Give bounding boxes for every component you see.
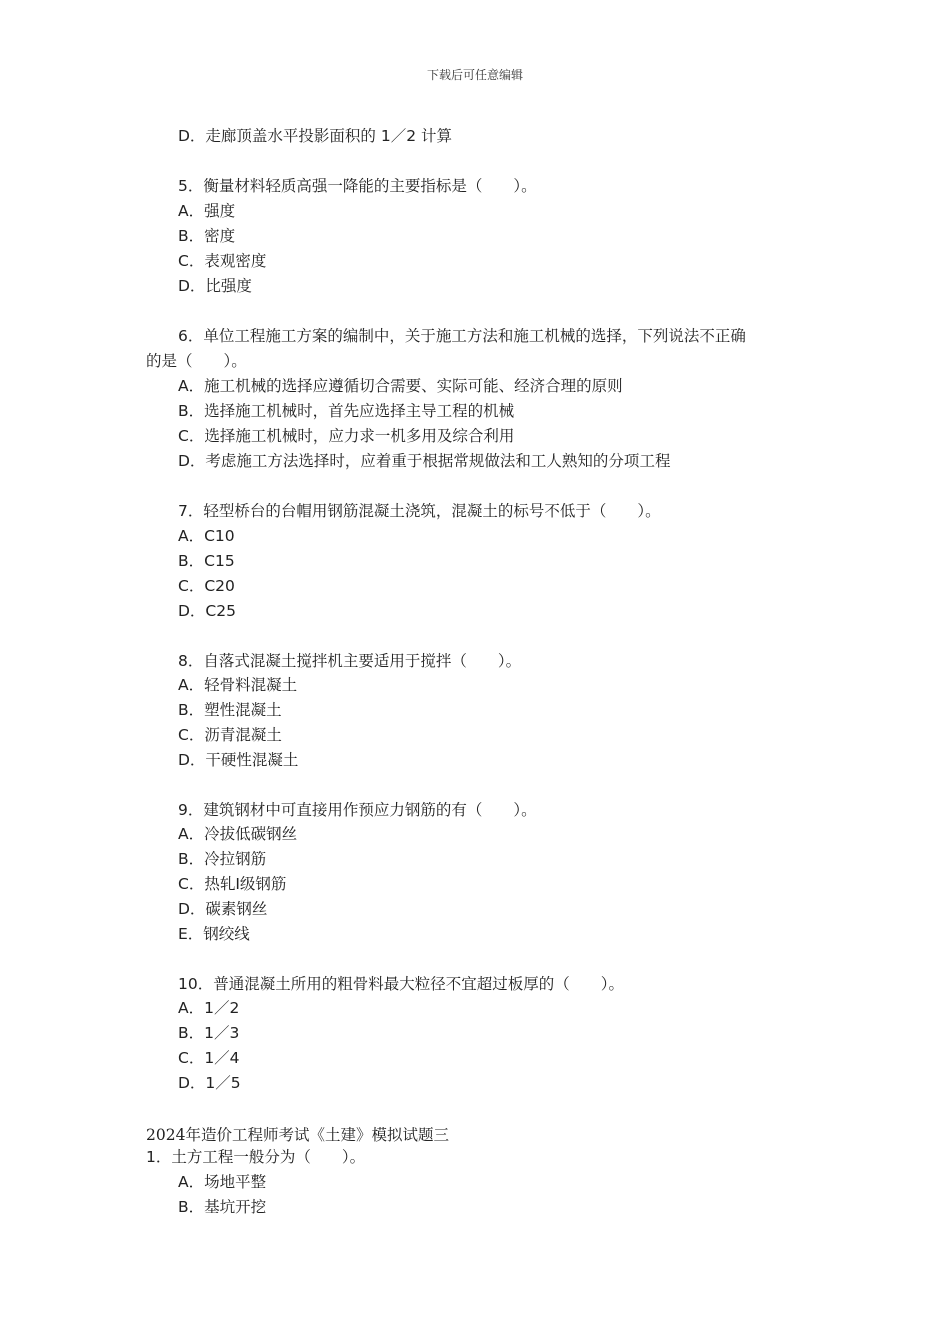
- section-title: 2024年造价工程师考试《土建》模拟试题三: [146, 1126, 449, 1144]
- question-10: 10．普通混凝土所用的粗骨料最大粒径不宜超过板厚的（ ）。: [178, 975, 624, 993]
- question-6: 6．单位工程施工方案的编制中，关于施工方法和施工机械的选择，下列说法不正确: [178, 327, 746, 345]
- option-b-q10: B．1／3: [178, 1024, 240, 1042]
- option-d-q8: D．干硬性混凝土: [178, 751, 299, 769]
- option-a-q5: A．强度: [178, 202, 236, 220]
- option-b-q8: B．塑性混凝土: [178, 701, 282, 719]
- option-c-q10: C．1／4: [178, 1049, 240, 1067]
- option-b-q5: B．密度: [178, 227, 236, 245]
- option-d-q9: D．碳素钢丝: [178, 900, 268, 918]
- option-d-q4: D．走廊顶盖水平投影面积的 1／2 计算: [178, 127, 453, 145]
- option-d-q6: D．考虑施工方法选择时，应着重于根据常规做法和工人熟知的分项工程: [178, 452, 671, 470]
- question-6-continued: 的是（ ）。: [146, 352, 247, 370]
- option-c-q8: C．沥青混凝土: [178, 726, 282, 744]
- option-a-q7: A．C10: [178, 527, 235, 545]
- option-c-q7: C．C20: [178, 577, 235, 595]
- question-8: 8．自落式混凝土搅拌机主要适用于搅拌（ ）。: [178, 652, 522, 670]
- page-header: 下载后可任意编辑: [426, 68, 523, 82]
- option-c-q5: C．表观密度: [178, 252, 267, 270]
- option-a-q9: A．冷拔低碳钢丝: [178, 825, 298, 843]
- option-a-q8: A．轻骨料混凝土: [178, 676, 298, 694]
- option-b-q9: B．冷拉钢筋: [178, 850, 267, 868]
- option-d-q5: D．比强度: [178, 277, 252, 295]
- option-a-q10: A．1／2: [178, 999, 240, 1017]
- option-b-q7: B．C15: [178, 552, 235, 570]
- option-b-q6: B．选择施工机械时，首先应选择主导工程的机械: [178, 402, 515, 420]
- question-5: 5．衡量材料轻质高强一降能的主要指标是（ ）。: [178, 177, 537, 195]
- option-d-q10: D．1／5: [178, 1074, 241, 1092]
- option-a-q6: A．施工机械的选择应遵循切合需要、实际可能、经济合理的原则: [178, 377, 623, 395]
- option-e-q9: E．钢绞线: [178, 925, 250, 943]
- option-d-q7: D．C25: [178, 602, 236, 620]
- option-a-q1: A．场地平整: [178, 1173, 267, 1191]
- question-9: 9．建筑钢材中可直接用作预应力钢筋的有（ ）。: [178, 801, 537, 819]
- question-1: 1．土方工程一般分为（ ）。: [146, 1148, 366, 1166]
- question-7: 7．轻型桥台的台帽用钢筋混凝土浇筑，混凝土的标号不低于（ ）。: [178, 502, 661, 520]
- option-b-q1: B．基坑开挖: [178, 1198, 267, 1216]
- option-c-q6: C．选择施工机械时，应力求一机多用及综合利用: [178, 427, 515, 445]
- option-c-q9: C．热轧Ⅰ级钢筋: [178, 875, 287, 893]
